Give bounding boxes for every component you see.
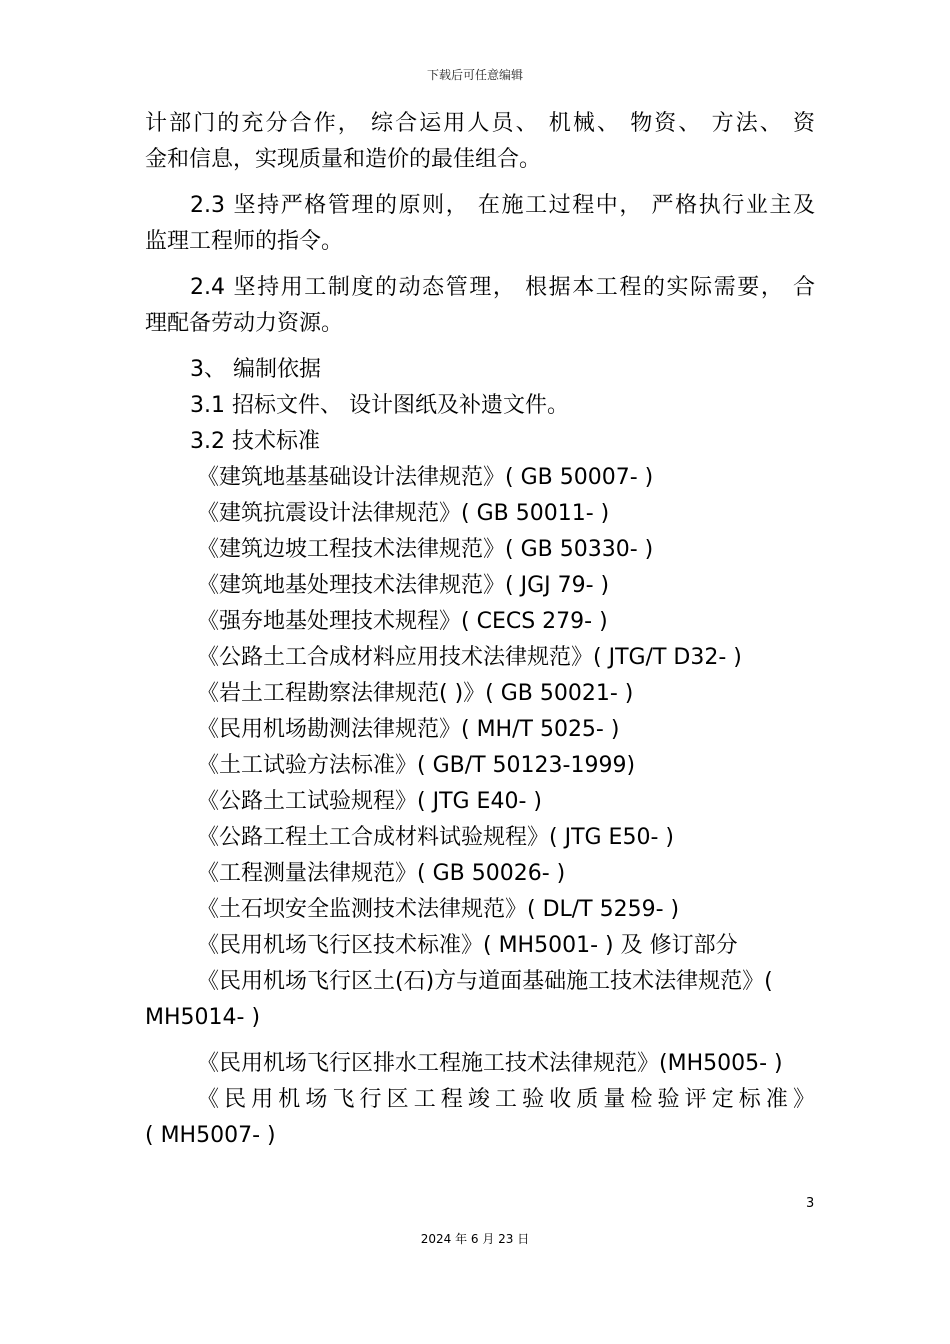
standard-item: 《民用机场勘测法律规范》( MH/T 5025- ): [197, 717, 620, 742]
standard-item: 《土石坝安全监测技术法律规范》( DL/T 5259- ): [197, 897, 680, 922]
standard-item: 《土工试验方法标准》( GB/T 50123-1999): [197, 753, 636, 778]
standards-list: [145, 460, 815, 964]
standard-item: 《工程测量法律规范》( GB 50026- ): [197, 861, 566, 886]
standard-item: 《公路土工合成材料应用技术法律规范》( JTG/T D32- ): [197, 645, 742, 670]
standard-item: 《强夯地基处理技术规程》( CECS 279- ): [197, 609, 608, 634]
subsection-heading: 3.2 技术标准: [190, 429, 320, 454]
standard-item-long: 《民用机场飞行区土(石)方与道面基础施工技术法律规范》(: [197, 969, 773, 994]
standard-item: 《建筑边坡工程技术法律规范》( GB 50330- ): [197, 537, 654, 562]
standard-item: 《建筑地基基础设计法律规范》( GB 50007- ): [197, 465, 654, 490]
standard-item-continuation: MH5014- ): [145, 1005, 261, 1030]
paragraph-line: 金和信息，实现质量和造价的最佳组合。: [145, 147, 542, 172]
paragraph-line: 计部门的充分合作， 综合运用人员、 机械、 物资、 方法、 资: [145, 111, 815, 136]
paragraph-line: 监理工程师的指令。: [145, 229, 344, 254]
subsection-heading: 3.1 招标文件、 设计图纸及补遗文件。: [190, 393, 569, 418]
paragraph-line: 理配备劳动力资源。: [145, 311, 344, 336]
standard-item: 《民用机场飞行区排水工程施工技术法律规范》(MH5005- ): [197, 1051, 783, 1076]
standard-item: 《民用机场飞行区技术标准》( MH5001- ) 及 修订部分: [197, 933, 738, 958]
standard-item-continuation: ( MH5007- ): [145, 1123, 276, 1148]
paragraph-line: 2.3 坚持严格管理的原则， 在施工过程中， 严格执行业主及: [190, 193, 815, 218]
standard-item-long: 《民用机场飞行区工程竣工验收质量检验评定标准》: [197, 1087, 815, 1112]
paragraph-line: 2.4 坚持用工制度的动态管理， 根据本工程的实际需要， 合: [190, 275, 815, 300]
page-number: 3: [806, 1196, 815, 1211]
page-footer-date: 2024 年 6 月 23 日: [420, 1232, 530, 1246]
standard-item: 《公路工程土工合成材料试验规程》( JTG E50- ): [197, 825, 674, 850]
standard-item: 《建筑抗震设计法律规范》( GB 50011- ): [197, 501, 610, 526]
standard-item: 《建筑地基处理技术法律规范》( JGJ 79- ): [197, 573, 610, 598]
section-heading: 3、 编制依据: [190, 357, 321, 382]
standard-item: 《岩土工程勘察法律规范( )》( GB 50021- ): [197, 681, 634, 706]
document-body: [145, 106, 815, 1154]
page-header: 下载后可任意编辑: [426, 68, 523, 82]
standard-item: 《公路土工试验规程》( JTG E40- ): [197, 789, 542, 814]
